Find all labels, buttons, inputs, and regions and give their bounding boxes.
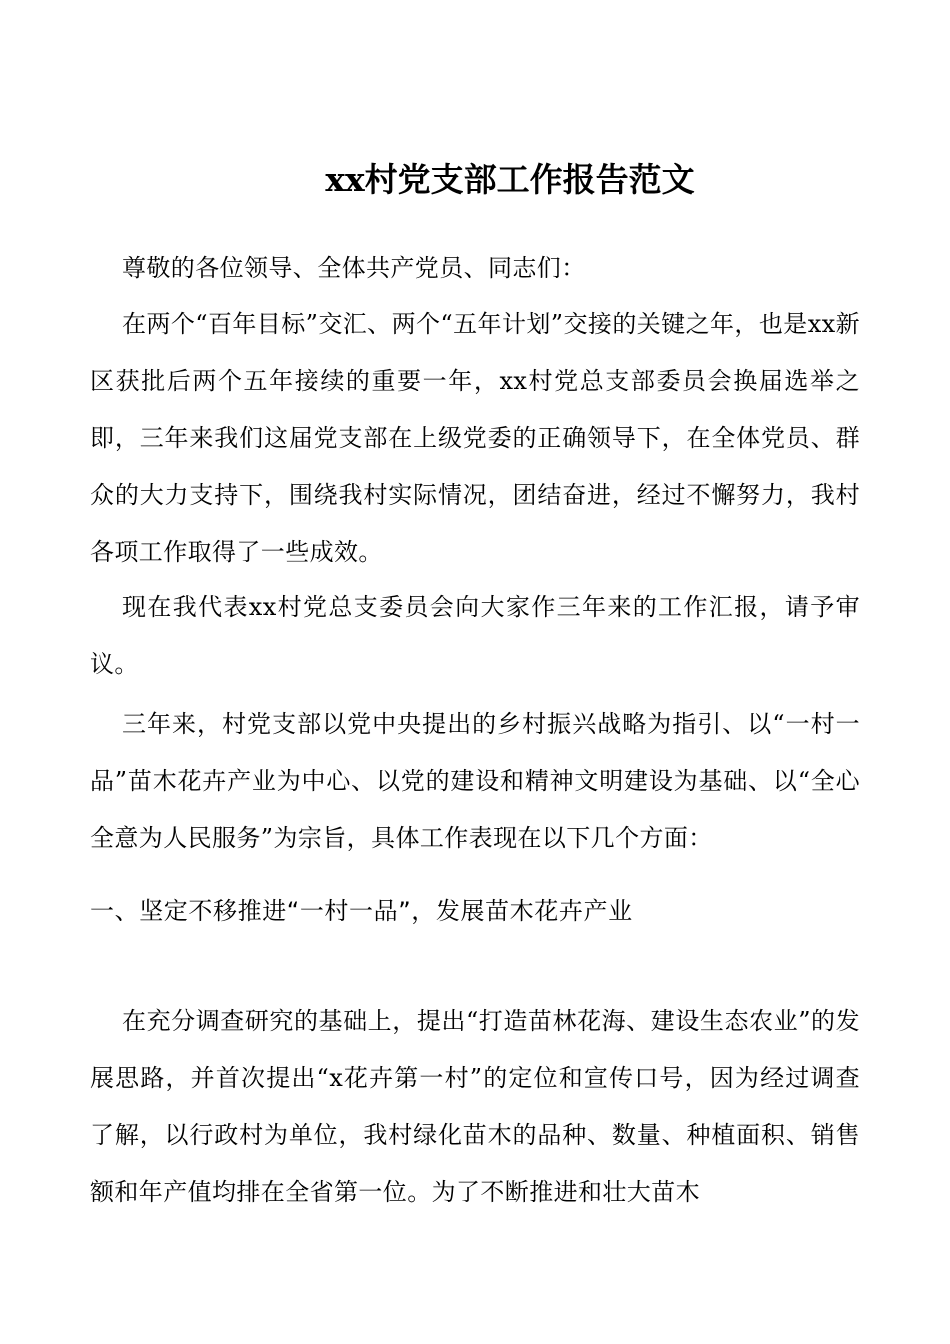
document-title: xx村党支部工作报告范文	[325, 160, 695, 199]
greeting-paragraph: 尊敬的各位领导、全体共产党员、同志们：	[122, 254, 586, 282]
body-paragraph-3: 三年来，村党支部以党中央提出的乡村振兴战略为指引、以“一村一品”苗木花卉产业为中心、以党的建设和精神文明建设为基础、以“全心全意为人民服务”为宗旨，具体工作表现在以下几个方面：	[90, 710, 860, 852]
section-paragraph-1: 在充分调查研究的基础上，提出“打造苗林花海、建设生态农业”的发展思路，并首次提出“x花卉第一村”的定位和宣传口号，因为经过调查了解，以行政村为单位，我村绿化苗木的品种、数量、种植面积、销售额和年产值均排在全省第一位。为了不断推进和壮大苗木	[90, 1007, 860, 1206]
body-paragraph-2: 现在我代表xx村党总支委员会向大家作三年来的工作汇报，请予审议。	[90, 593, 860, 678]
body-paragraph-1: 在两个“百年目标”交汇、两个“五年计划”交接的关键之年，也是xx新区获批后两个五年接续的重要一年，xx村党总支部委员会换届选举之即，三年来我们这届党支部在上级党委的正确领导下，在全体党员、群众的大力支持下，围绕我村实际情况，团结奋进，经过不懈努力，我村各项工作取得了一些成效。	[90, 310, 860, 566]
section-heading-1: 一、坚定不移推进“一村一品”，发展苗木花卉产业	[90, 897, 633, 925]
